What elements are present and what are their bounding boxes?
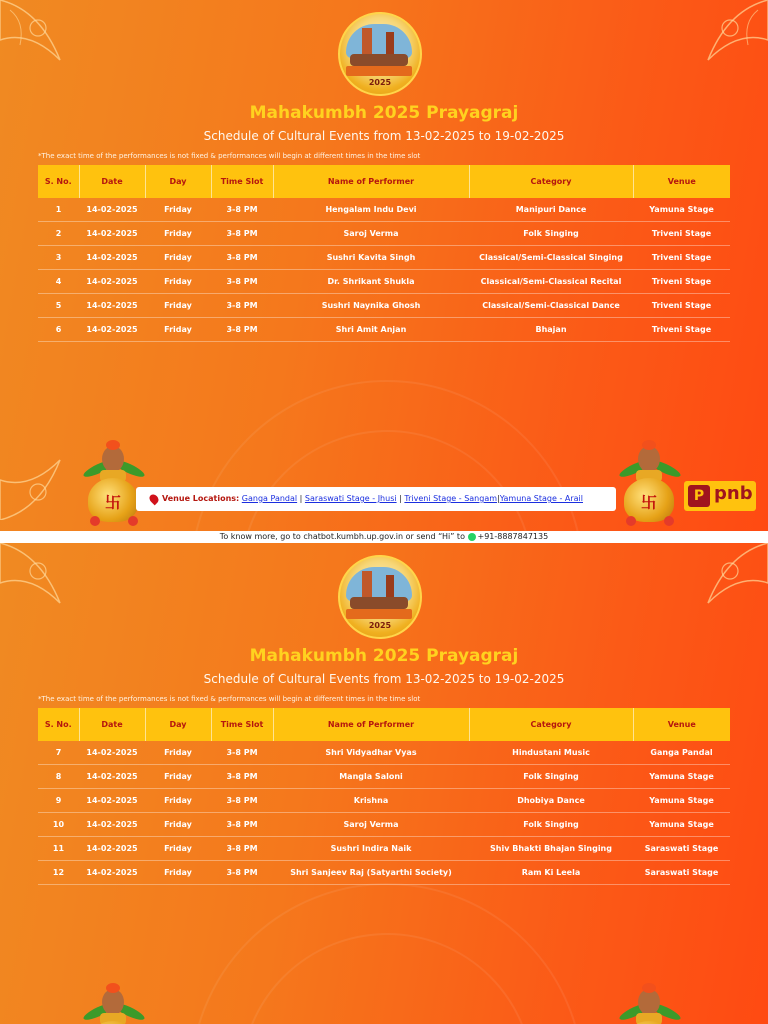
column-header: S. No. — [38, 708, 79, 741]
table-cell: Friday — [145, 789, 211, 813]
venue-link-yamuna-stage[interactable]: Yamuna Stage - Arail — [499, 494, 583, 503]
table-cell: 7 — [38, 741, 79, 765]
table-cell: Dr. Shrikant Shukla — [273, 270, 469, 294]
table-cell: Classical/Semi-Classical Recital — [469, 270, 633, 294]
column-header: Venue — [633, 165, 730, 198]
table-row — [38, 765, 730, 789]
table-cell: Shri Amit Anjan — [273, 318, 469, 342]
table-cell: Friday — [145, 837, 211, 861]
table-cell: 3-8 PM — [211, 198, 273, 222]
corner-ornament-icon — [0, 450, 70, 520]
table-cell: Dhobiya Dance — [469, 789, 633, 813]
table-cell: Yamuna Stage — [633, 765, 730, 789]
footer-phone[interactable]: +91-8887847135 — [477, 532, 549, 541]
table-cell: 14-02-2025 — [79, 246, 145, 270]
table-cell: 14-02-2025 — [79, 198, 145, 222]
corner-ornament-icon — [0, 0, 70, 70]
table-cell: Saroj Verma — [273, 222, 469, 246]
column-header: Name of Performer — [273, 165, 469, 198]
page-subtitle: Schedule of Cultural Events from 13-02-2025 to 19-02-2025 — [203, 129, 565, 143]
table-cell: 2 — [38, 222, 79, 246]
table-cell: Shri Vidyadhar Vyas — [273, 741, 469, 765]
table-row — [38, 861, 730, 885]
table-row — [38, 198, 730, 222]
table-cell: 14-02-2025 — [79, 765, 145, 789]
table-cell: 1 — [38, 198, 79, 222]
table-cell: 12 — [38, 861, 79, 885]
separator: | — [399, 494, 402, 503]
table-cell: Manipuri Dance — [469, 198, 633, 222]
pnb-wordmark: pnb — [714, 483, 753, 504]
kalash-icon — [74, 983, 152, 1024]
table-cell: 6 — [38, 318, 79, 342]
table-header-row — [38, 165, 730, 198]
table-cell: 8 — [38, 765, 79, 789]
table-cell: Friday — [145, 270, 211, 294]
table-cell: 3-8 PM — [211, 837, 273, 861]
table-cell: Triveni Stage — [633, 318, 730, 342]
table-cell: Triveni Stage — [633, 246, 730, 270]
schedule-table — [38, 708, 730, 885]
table-cell: Friday — [145, 294, 211, 318]
column-header: Date — [79, 708, 145, 741]
pnb-mark-icon: P — [688, 485, 710, 507]
schedule-table — [38, 165, 730, 342]
venue-link-ganga-pandal[interactable]: Ganga Pandal — [241, 494, 298, 503]
venue-locations-bar — [136, 487, 616, 511]
table-cell: 4 — [38, 270, 79, 294]
separator: | — [299, 494, 303, 503]
table-cell: 3-8 PM — [211, 246, 273, 270]
page-title: Mahakumbh 2025 Prayagraj — [249, 646, 519, 666]
table-cell: 14-02-2025 — [79, 270, 145, 294]
table-cell: 3-8 PM — [211, 270, 273, 294]
table-cell: Folk Singing — [469, 813, 633, 837]
table-cell: Mangla Saloni — [273, 765, 469, 789]
table-cell: 3-8 PM — [211, 294, 273, 318]
venue-link-triveni-stage[interactable]: Triveni Stage - Sangam — [404, 494, 498, 503]
table-cell: Sushri Naynika Ghosh — [273, 294, 469, 318]
table-cell: 3-8 PM — [211, 789, 273, 813]
page-subtitle: Schedule of Cultural Events from 13-02-2025 to 19-02-2025 — [203, 672, 565, 686]
table-cell: Triveni Stage — [633, 294, 730, 318]
table-cell: 3-8 PM — [211, 765, 273, 789]
table-cell: 14-02-2025 — [79, 789, 145, 813]
table-cell: 14-02-2025 — [79, 861, 145, 885]
table-row — [38, 741, 730, 765]
table-header-row — [38, 708, 730, 741]
table-cell: Sushri Kavita Singh — [273, 246, 469, 270]
table-row — [38, 813, 730, 837]
table-cell: Triveni Stage — [633, 270, 730, 294]
table-cell: Yamuna Stage — [633, 198, 730, 222]
table-cell: Saraswati Stage — [633, 837, 730, 861]
corner-ornament-icon — [698, 543, 768, 613]
logo-year: 2025 — [368, 621, 392, 630]
whatsapp-icon — [468, 533, 476, 541]
logo-year: 2025 — [368, 78, 392, 87]
table-cell: 14-02-2025 — [79, 318, 145, 342]
table-cell: 3-8 PM — [211, 318, 273, 342]
venue-link-saraswati-stage[interactable]: Saraswati Stage - Jhusi — [304, 494, 397, 503]
table-cell: Bhajan — [469, 318, 633, 342]
pnb-logo — [684, 481, 756, 511]
table-cell: Krishna — [273, 789, 469, 813]
column-header: S. No. — [38, 165, 79, 198]
table-cell: 14-02-2025 — [79, 741, 145, 765]
table-cell: Hindustani Music — [469, 741, 633, 765]
table-cell: 3 — [38, 246, 79, 270]
table-cell: 14-02-2025 — [79, 222, 145, 246]
timing-note: *The exact time of the performances is not fixed & performances will begin at different times in the time slot — [38, 152, 421, 160]
column-header: Category — [469, 165, 633, 198]
table-row — [38, 318, 730, 342]
table-cell: Hengalam Indu Devi — [273, 198, 469, 222]
table-cell: Friday — [145, 318, 211, 342]
footer-bar — [0, 531, 768, 543]
column-header: Day — [145, 708, 211, 741]
table-cell: Saroj Verma — [273, 813, 469, 837]
table-cell: 3-8 PM — [211, 861, 273, 885]
table-cell: Triveni Stage — [633, 222, 730, 246]
mahakumbh-logo — [338, 12, 422, 96]
table-cell: Shiv Bhakti Bhajan Singing — [469, 837, 633, 861]
timing-note: *The exact time of the performances is not fixed & performances will begin at different times in the time slot — [38, 695, 421, 703]
table-row — [38, 294, 730, 318]
table-cell: 9 — [38, 789, 79, 813]
kalash-icon — [610, 983, 688, 1024]
location-pin-icon — [148, 492, 161, 505]
table-cell: Yamuna Stage — [633, 789, 730, 813]
table-cell: Friday — [145, 741, 211, 765]
page-title: Mahakumbh 2025 Prayagraj — [249, 103, 519, 123]
footer-text: To know more, go to chatbot.kumbh.up.gov.in or send “Hi” to — [219, 532, 465, 541]
table-cell: Saraswati Stage — [633, 861, 730, 885]
mahakumbh-logo — [338, 555, 422, 639]
table-cell: Friday — [145, 861, 211, 885]
column-header: Day — [145, 165, 211, 198]
kalash-icon: 卐 — [74, 440, 152, 530]
table-cell: Friday — [145, 765, 211, 789]
table-cell: Friday — [145, 198, 211, 222]
separator: | — [497, 494, 500, 503]
table-cell: 10 — [38, 813, 79, 837]
table-cell: Folk Singing — [469, 765, 633, 789]
table-row — [38, 246, 730, 270]
table-row — [38, 222, 730, 246]
venue-label: Venue Locations: — [162, 494, 240, 503]
corner-ornament-icon — [0, 543, 70, 613]
table-cell: Ram Ki Leela — [469, 861, 633, 885]
kalash-icon: 卐 — [610, 440, 688, 530]
column-header: Date — [79, 165, 145, 198]
table-cell: Ganga Pandal — [633, 741, 730, 765]
column-header: Name of Performer — [273, 708, 469, 741]
table-cell: 5 — [38, 294, 79, 318]
schedule-page-2 — [0, 543, 768, 1024]
column-header: Category — [469, 708, 633, 741]
table-cell: Classical/Semi-Classical Dance — [469, 294, 633, 318]
table-cell: Classical/Semi-Classical Singing — [469, 246, 633, 270]
table-cell: 14-02-2025 — [79, 813, 145, 837]
column-header: Time Slot — [211, 708, 273, 741]
column-header: Time Slot — [211, 165, 273, 198]
table-cell: Friday — [145, 246, 211, 270]
table-cell: 14-02-2025 — [79, 294, 145, 318]
table-cell: Friday — [145, 813, 211, 837]
table-row — [38, 837, 730, 861]
table-cell: Sushri Indira Naik — [273, 837, 469, 861]
table-cell: Shri Sanjeev Raj (Satyarthi Society) — [273, 861, 469, 885]
table-cell: Friday — [145, 222, 211, 246]
table-cell: 11 — [38, 837, 79, 861]
corner-ornament-icon — [698, 0, 768, 70]
table-cell: 3-8 PM — [211, 741, 273, 765]
table-row — [38, 789, 730, 813]
table-cell: 14-02-2025 — [79, 837, 145, 861]
table-cell: 3-8 PM — [211, 222, 273, 246]
table-cell: 3-8 PM — [211, 813, 273, 837]
table-cell: Folk Singing — [469, 222, 633, 246]
column-header: Venue — [633, 708, 730, 741]
table-cell: Yamuna Stage — [633, 813, 730, 837]
table-row — [38, 270, 730, 294]
